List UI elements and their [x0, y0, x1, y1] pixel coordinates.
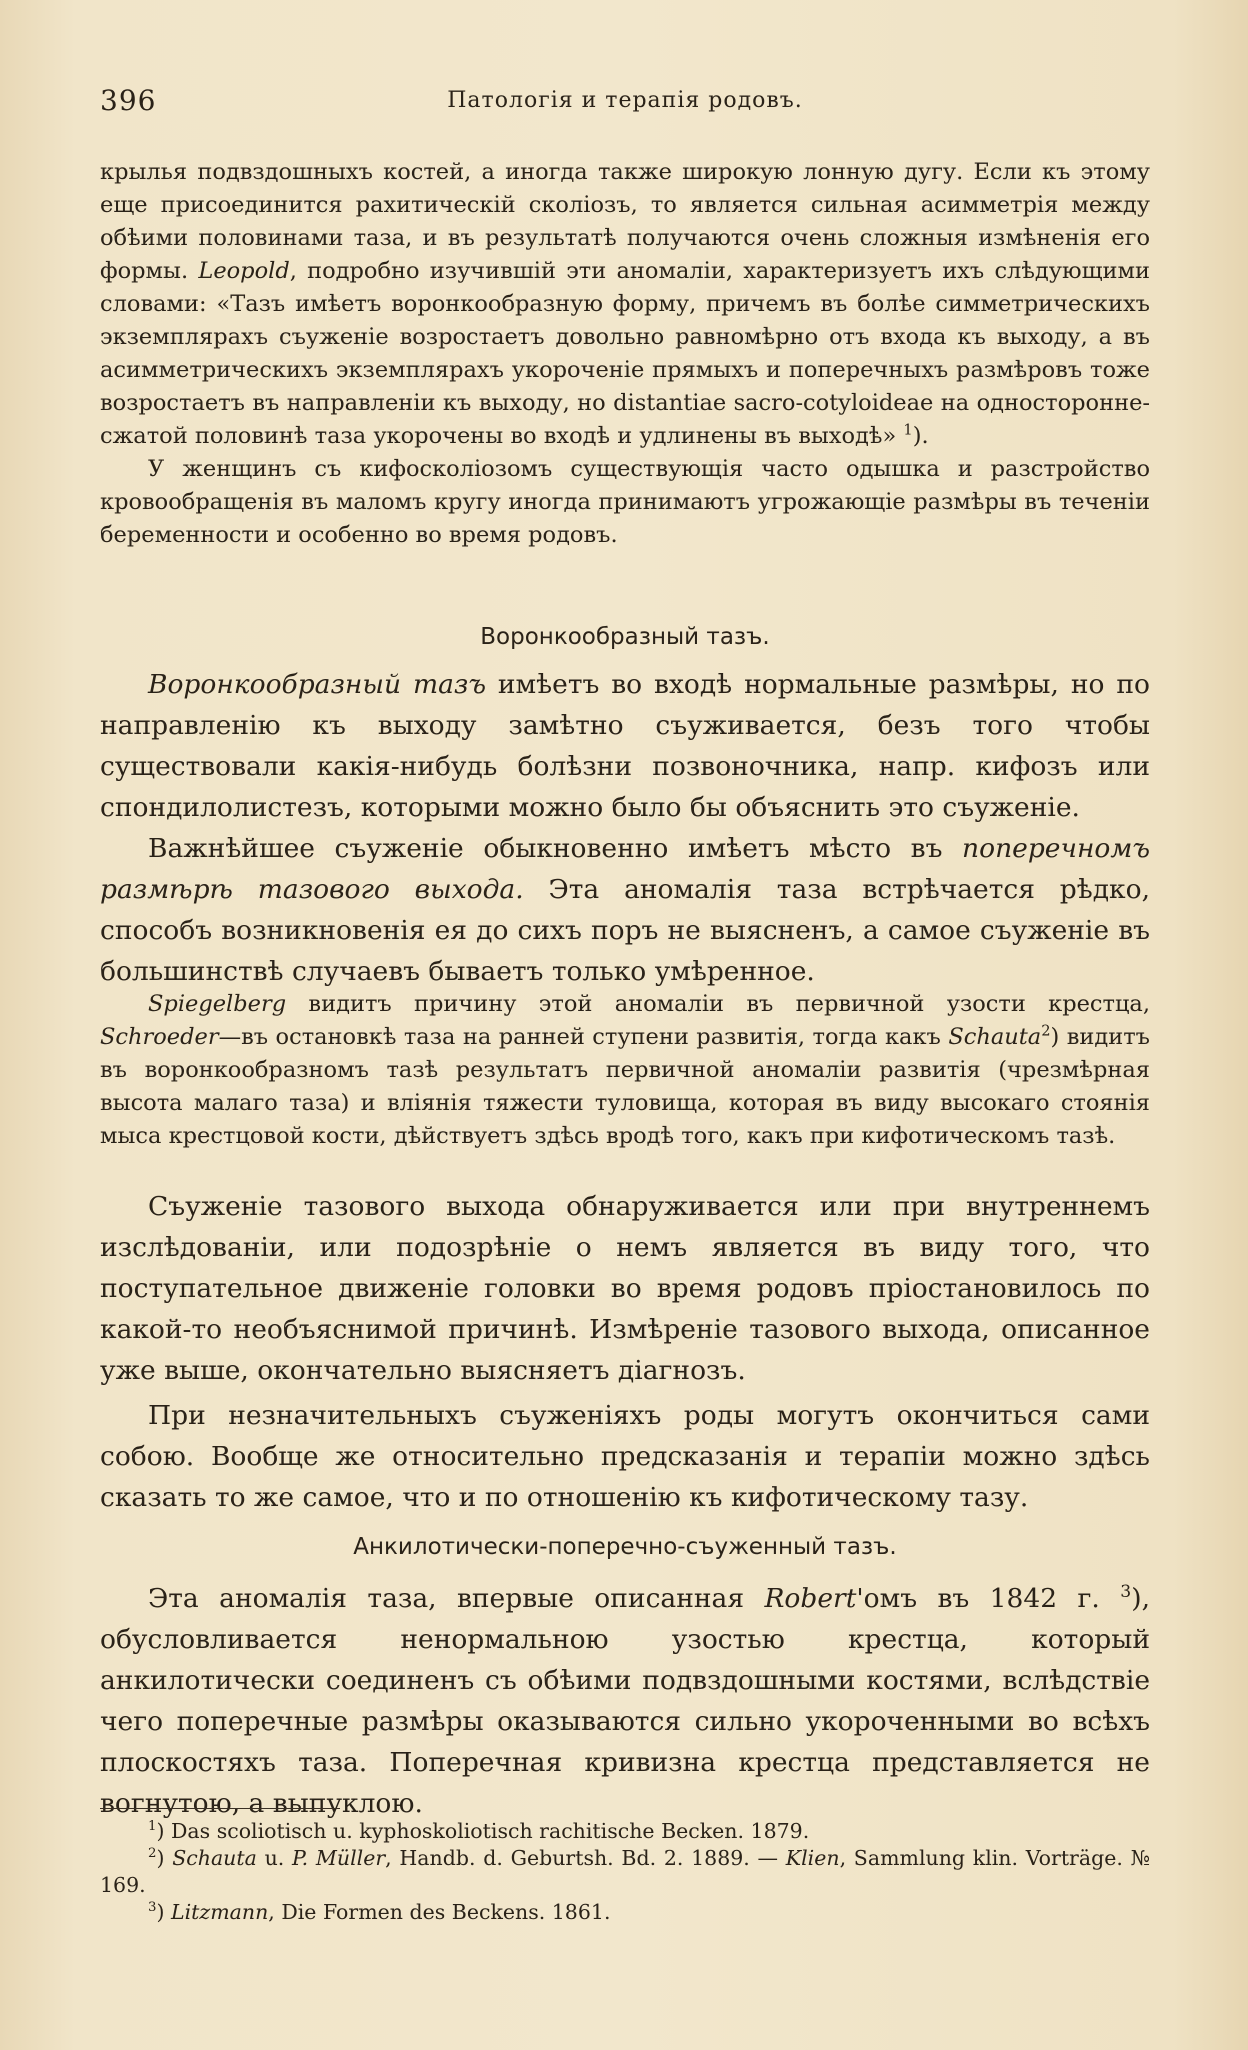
footnotes — [100, 1818, 1150, 1926]
author-schauta-fn: Schauta — [172, 1846, 257, 1870]
text-span: ), обусловливается ненормальною узостью крестца, который анкилотически соединенъ съ обѣими подвздошными костями, вслѣдствіе чего поперечные размѣры оказываются сильно укороченными во всѣхъ плоскостяхъ таза. Поперечная кривизна крестца представляется не вогнутою, а выпуклою. — [100, 1583, 1150, 1819]
text-span: , Handb. d. Geburtsh. Bd. 2. 1889. — — [385, 1846, 786, 1870]
text-span: , подробно изучившій эти аномаліи, характеризуетъ ихъ слѣдующими словами: «Тазъ имѣетъ воронкообразную форму, причемъ въ болѣе симметрическихъ экземплярахъ съуженіе возростаетъ довольно равномѣрно отъ входа къ выходу, а въ асимметрическихъ экземплярахъ укороченіе прямыхъ и поперечныхъ размѣровъ тоже возростаетъ въ направленіи къ выходу, но distantiae sacro-cotyloideae на односторонне-сжатой половинѣ таза укорочены во входѣ и удлинены въ выходѣ» — [100, 258, 1151, 449]
text-span: имѣетъ во входѣ нормальные размѣры, но по направленію къ выходу замѣтно съуживается, безъ того чтобы существовали какія-нибудь болѣзни позвоночника, напр. кифозъ или спондилолистезъ, которыми можно было бы объяснить это съуженіе. — [100, 669, 1150, 823]
text-span: крылья подвздошныхъ костей, а иногда также широкую лонную дугу. Если къ этому еще присоединится рахитическій сколіозъ, то является сильная асимметрія между обѣими половинами таза, и въ результатѣ получаются очень сложныя измѣненія его формы. — [100, 159, 1150, 284]
text-span: , Die Formen des Beckens. 1861. — [268, 1900, 611, 1924]
section-funnel-pelvis — [100, 664, 1150, 992]
text-span: ) — [156, 1846, 173, 1870]
paragraph-diagnosis: Съуженіе тазового выхода обнаруживается или при внутреннемъ изслѣдованіи, или подозрѣніе о немъ является въ виду того, что поступательное движеніе головки во время родовъ пріостановилось по какой-то необъяснимой причинѣ. Измѣреніе тазового выхода, описанное уже выше, окончательно выясняетъ діагнозъ. — [100, 1191, 1150, 1386]
paragraph-leopold — [100, 156, 1150, 453]
text-span: видитъ причину этой аномаліи въ первичной узости крестца, — [286, 991, 1150, 1017]
paragraph-robert — [100, 1578, 1150, 1824]
footnote-2 — [100, 1845, 1150, 1899]
text-span: Эта аномалія таза, впервые описанная — [148, 1583, 765, 1614]
author-robert: Robert — [764, 1583, 857, 1614]
running-title: Патологія и терапія родовъ. — [447, 88, 803, 113]
section-robert-pelvis — [100, 1578, 1150, 1824]
footnote-mark: 2 — [148, 1846, 157, 1862]
author-muller: P. Müller — [292, 1846, 386, 1870]
text-span: ) — [156, 1900, 171, 1924]
term-funnel-pelvis: Воронкообразный тазъ — [148, 669, 486, 700]
footnote-mark: 1 — [148, 1819, 157, 1835]
text-span: , Sammlung klin. Vorträge. № 169. — [100, 1846, 1150, 1897]
author-schroeder: Schroeder — [100, 1024, 219, 1050]
author-klien: Klien — [785, 1846, 840, 1870]
section-funnel-diagnosis — [100, 1186, 1150, 1518]
section-heading-robert-pelvis: Анкилотически-поперечно-съуженный тазъ. — [353, 1534, 897, 1560]
footnote-3 — [100, 1899, 1150, 1926]
text-span: ) Das scoliotisch u. kyphoskoliotisch rachitische Becken. 1879. — [156, 1819, 810, 1843]
text-span: Важнѣйшее съуженіе обыкновенно имѣетъ мѣсто въ — [148, 833, 963, 864]
text-span: ) видитъ въ воронкообразномъ тазѣ результатъ первичной аномаліи развитія (чрезмѣрная высота малаго таза) и вліянія тяжести туловища, которая въ виду высокаго стоянія мыса крестцовой кости, дѣйствуетъ здѣсь вродѣ того, какъ при кифотическомъ тазѣ. — [100, 1024, 1150, 1149]
footnote-1 — [100, 1818, 1150, 1845]
section-heading-funnel-pelvis: Воронкообразный тазъ. — [480, 624, 770, 650]
footnote-ref-1: 1 — [903, 421, 913, 439]
footnote-ref-3: 3 — [1120, 1582, 1132, 1603]
paragraph-kyphoscoliosis: У женщинъ съ кифосколіозомъ существующія часто одышка и разстройство кровообращенія въ маломъ кругу иногда принимаютъ угрожающіе размѣры въ теченіи беременности и особенно во время родовъ. — [100, 456, 1150, 548]
author-leopold: Leopold — [198, 258, 290, 284]
page-header — [100, 84, 1150, 124]
term-transverse-outlet: поперечномъ размѣрѣ тазового выхода. — [100, 833, 1150, 905]
paragraph-causes — [100, 988, 1150, 1153]
text-span: ). — [912, 423, 929, 449]
author-schauta: Schauta — [948, 1024, 1042, 1050]
footnote-rule — [100, 1808, 340, 1809]
text-span: —въ остановкѣ таза на ранней ступени развитія, тогда какъ — [218, 1024, 949, 1050]
continued-text — [100, 156, 1150, 552]
text-span: u. — [256, 1846, 293, 1870]
page-number: 396 — [100, 84, 157, 117]
author-spiegelberg: Spiegelberg — [148, 991, 287, 1017]
paragraph-definition — [100, 664, 1150, 828]
author-litzmann: Litzmann — [171, 1900, 269, 1924]
paragraph-prognosis: При незначительныхъ съуженіяхъ роды могутъ окончиться сами собою. Вообще же относительно предсказанія и терапіи можно здѣсь сказать то же самое, что и по отношенію къ кифотическому тазу. — [100, 1400, 1150, 1513]
paragraph-narrowing — [100, 828, 1150, 992]
footnote-ref-2: 2 — [1041, 1022, 1051, 1040]
text-span: 'омъ въ 1842 г. — [856, 1583, 1121, 1614]
section-funnel-causes — [100, 988, 1150, 1153]
text-span: Эта аномалія таза встрѣчается рѣдко, способъ возникновенія ея до сихъ поръ не выясненъ, а самое съуженіе въ большинствѣ случаевъ бываетъ только умѣренное. — [100, 874, 1150, 987]
footnote-mark: 3 — [148, 1900, 157, 1916]
